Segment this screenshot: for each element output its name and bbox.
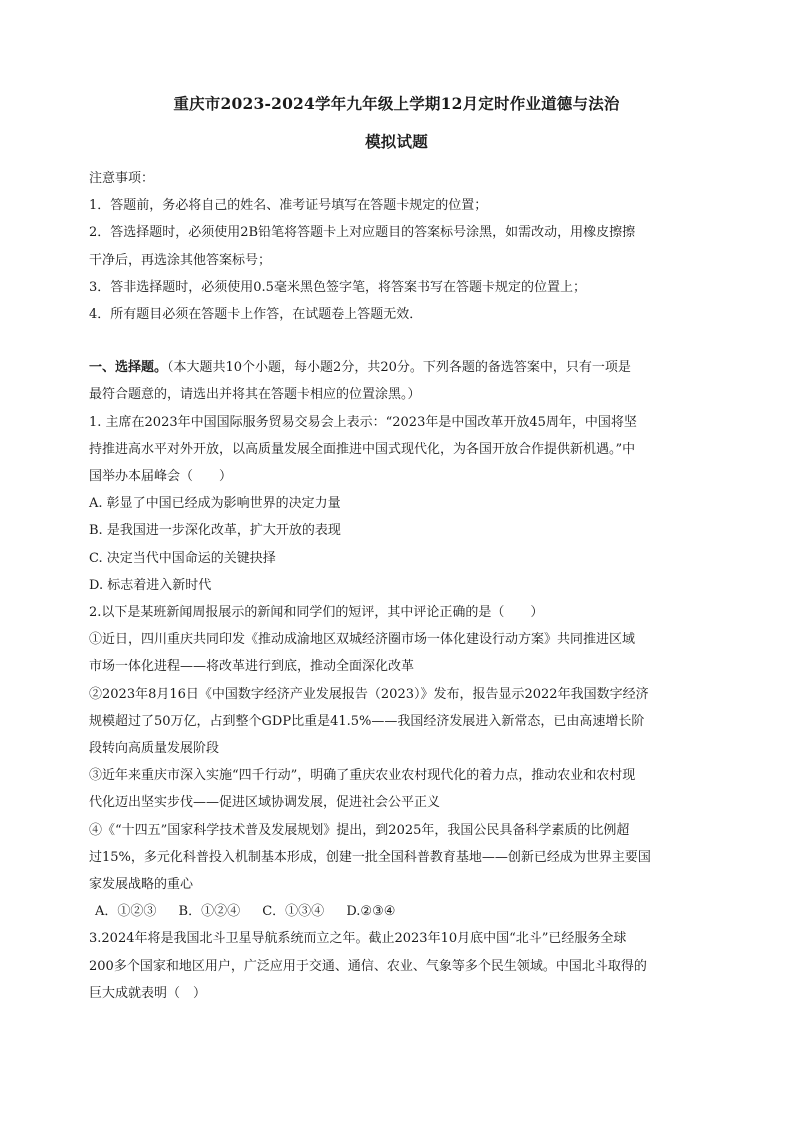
q1-option-c[interactable]: C. 决定当代中国命运的关键抉择 (89, 550, 276, 566)
q3-stem: 200多个国家和地区用户，广泛应用于交通、通信、农业、气象等多个民生领域。中国北斗取得的 (89, 958, 647, 974)
q2-stem: 2.以下是某班新闻周报展示的新闻和同学们的短评，其中评论正确的是（ ） (89, 605, 544, 621)
note-item: 4．所有题目必须在答题卡上作答，在试题卷上答题无效． (89, 307, 423, 323)
q2-item: 家发展战略的重心 (89, 877, 194, 893)
note-item: 3．答非选择题时，必须使用0.5毫米黑色签字笔，将答案书写在答题卡规定的位置上； (89, 279, 586, 295)
q2-item: ④《“十四五”国家科学技术普及发展规划》提出，到2025年，我国公民具备科学素质的比例超 (89, 822, 630, 838)
q2-item: ②2023年8月16日《中国数字经济产业发展报告（2023）》发布，报告显示2022年我国数字经济 (89, 686, 649, 702)
q1-option-d[interactable]: D. 标志着进入新时代 (89, 577, 212, 593)
section-heading: 一、选择题。 (89, 360, 168, 376)
q2-item: 过15%，多元化科普投入机制基本形成，创建一批全国科普教育基地——创新已经成为世界主要国 (89, 849, 651, 865)
q2-option-d[interactable]: D.②③④ (346, 904, 396, 920)
notes-heading: 注意事项： (89, 171, 155, 186)
q1-stem: 1. 主席在2023年中国国际服务贸易交易会上表示：“2023年是中国改革开放45周年，中国将坚 (89, 414, 637, 430)
exam-title: 重庆市2023-2024学年九年级上学期12月定时作业道德与法治 (173, 94, 620, 113)
q3-stem: 巨大成就表明（ ） (89, 985, 207, 1001)
q2-option-c[interactable]: C．①③④ (262, 904, 325, 920)
note-item: 1．答题前，务必将自己的姓名、准考证号填写在答题卡规定的位置； (89, 198, 488, 214)
q2-item: 代化迈出坚实步伐——促进区域协调发展，促进社会公平正义 (89, 795, 441, 811)
q2-item: 规模超过了50万亿，占到整个GDP比重是41.5%——我国经济发展进入新常态，已由高速增长阶 (89, 713, 645, 729)
note-item: 干净后，再选涂其他答案标号； (89, 252, 272, 268)
q2-option-b[interactable]: B．①②④ (178, 904, 241, 920)
q2-option-a[interactable]: A．①②③ (95, 904, 157, 920)
q3-stem: 3.2024年将是我国北斗卫星导航系统而立之年。截止2023年10月底中国“北斗”已经服务全球 (89, 931, 627, 947)
section-intro-text: （本大题共10个小题，每小题2分，共20分。下列各题的备选答案中，只有一项是 (167, 360, 631, 376)
q2-item: ③近年来重庆市深入实施“四千行动”，明确了重庆农业农村现代化的着力点，推动农业和农村现 (89, 768, 636, 784)
note-item: 2．答选择题时，必须使用2B铅笔将答题卡上对应题目的答案标号涂黑，如需改动，用橡皮擦擦 (89, 225, 636, 241)
q2-item: 段转向高质量发展阶段 (89, 741, 220, 757)
q1-option-b[interactable]: B. 是我国进一步深化改革，扩大开放的表现 (89, 523, 341, 539)
q2-options (89, 898, 701, 925)
section-intro (89, 354, 701, 381)
exam-body (89, 165, 701, 1007)
exam-subtitle: 模拟试题 (365, 132, 428, 151)
q1-stem: 持推进高水平对外开放，以高质量发展全面推进中国式现代化，为各国开放合作提供新机遇。”中 (89, 441, 636, 457)
q1-stem: 国举办本届峰会（ ） (89, 469, 233, 485)
q2-item: ①近日，四川重庆共同印发《推动成渝地区双城经济圈市场一体化建设行动方案》共同推进区域 (89, 632, 636, 648)
section-intro-text: 最符合题意的，请选出并将其在答题卡相应的位置涂黑。） (89, 387, 421, 403)
q2-item: 市场一体化进程——将改革进行到底，推动全面深化改革 (89, 659, 415, 675)
spacer (89, 328, 701, 354)
q1-option-a[interactable]: A. 彰显了中国已经成为影响世界的决定力量 (89, 496, 341, 512)
